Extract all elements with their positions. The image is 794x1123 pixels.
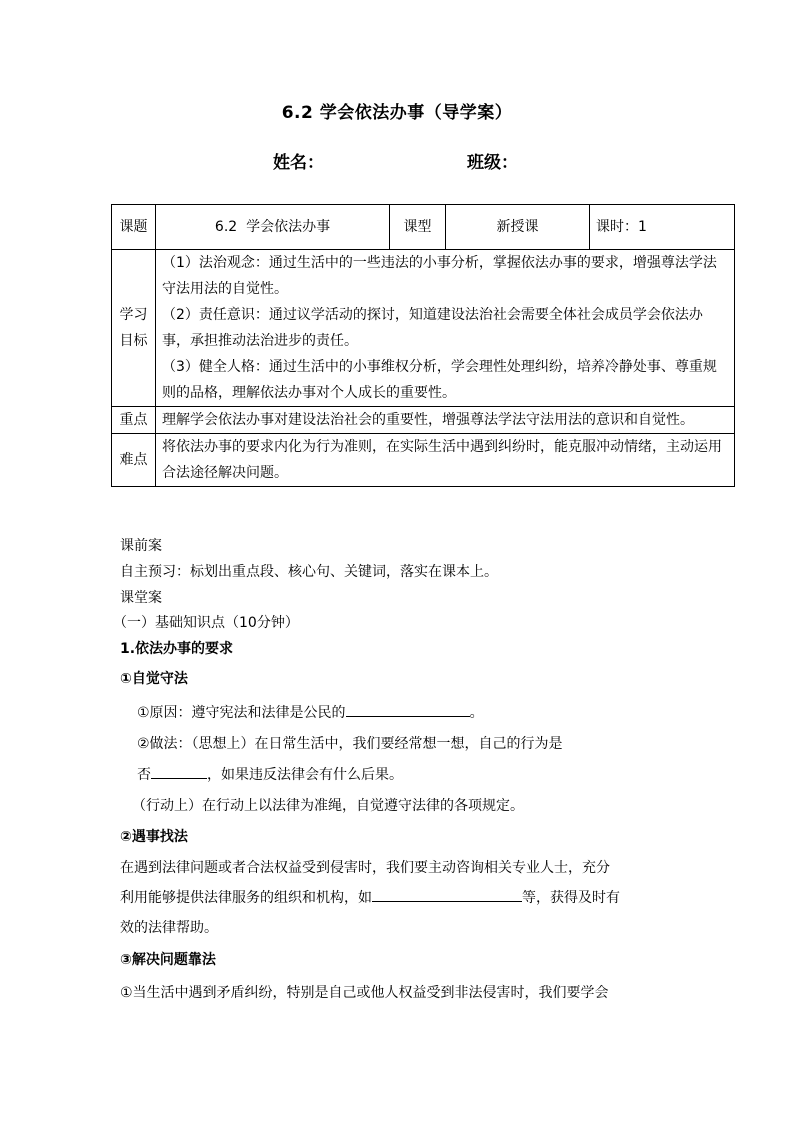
difficulty-value: 将依法办事的要求内化为行为准则，在实际生活中遇到纠纷时，能克服冲动情绪，主动运用合法途径解决问题。 bbox=[156, 434, 735, 487]
goals-label: 学习 目标 bbox=[112, 250, 156, 407]
self-preview-text: 自主预习：标划出重点段、核心句、关键词，落实在课本上。 bbox=[120, 564, 498, 580]
fill-blank[interactable] bbox=[346, 702, 470, 717]
reason-line: ①原因：遵守宪法和法律是公民的 。 bbox=[137, 702, 484, 722]
law-line-1: 在遇到法律问题或者合法权益受到侵害时，我们要主动咨询相关专业人士，充分 bbox=[120, 860, 610, 876]
page-title: 6.2 学会依法办事（导学案） bbox=[281, 103, 513, 123]
fill-blank[interactable] bbox=[372, 887, 522, 902]
practice-line-2: 否 ，如果违反法律会有什么后果。 bbox=[137, 764, 403, 784]
type-label: 课型 bbox=[390, 205, 446, 250]
pre-class-heading: 课前案 bbox=[120, 538, 162, 554]
in-class-heading: 课堂案 bbox=[120, 590, 162, 606]
goal-item: （1）法治观念：通过生活中的一些违法的小事分析，掌握依法办事的要求，增强尊法学法守法用法的自觉性。 bbox=[162, 255, 717, 297]
class-label: 班级： bbox=[467, 153, 518, 173]
practice-line-1: ②做法：（思想上）在日常生活中，我们要经常想一想，自己的行为是 bbox=[137, 736, 563, 752]
table-row-difficulty bbox=[112, 434, 735, 487]
key-label: 重点 bbox=[112, 407, 156, 434]
goals-content bbox=[156, 250, 735, 407]
topic-label: 课题 bbox=[112, 205, 156, 250]
key-value: 理解学会依法办事对建设法治社会的重要性，增强尊法学法守法用法的意识和自觉性。 bbox=[156, 407, 735, 434]
goal-item: （3）健全人格：通过生活中的小事维权分析，学会理性处理纠纷，培养冷静处事、尊重规则的品格，理解依法办事对个人成长的重要性。 bbox=[162, 359, 717, 401]
law-line-2: 利用能够提供法律服务的组织和机构，如 等，获得及时有 bbox=[120, 887, 620, 907]
subheading-solve-by-law: ③解决问题靠法 bbox=[120, 952, 216, 968]
goal-item: （2）责任意识：通过议学活动的探讨，知道建设法治社会需要全体社会成员学会依法办事，承担推动法治进步的责任。 bbox=[162, 307, 703, 349]
topic-value: 6.2 学会依法办事 bbox=[156, 205, 390, 250]
type-value: 新授课 bbox=[446, 205, 590, 250]
table-row-header bbox=[112, 205, 735, 250]
student-info-row bbox=[0, 148, 794, 173]
period-value: 课时：1 bbox=[590, 205, 735, 250]
practice-line-3: （行动上）在行动上以法律为准绳，自觉遵守法律的各项规定。 bbox=[132, 798, 524, 814]
lesson-info-table bbox=[111, 204, 735, 487]
law-line-3: 效的法律帮助。 bbox=[120, 920, 218, 936]
fill-blank[interactable] bbox=[151, 764, 207, 779]
knowledge-heading: 1.依法办事的要求 bbox=[120, 641, 234, 657]
section-heading: （一）基础知识点（10分钟） bbox=[113, 615, 299, 631]
table-row-key-point bbox=[112, 407, 735, 434]
name-label: 姓名： bbox=[273, 153, 324, 173]
table-row-goals bbox=[112, 250, 735, 407]
solve-line-1: ①当生活中遇到矛盾纠纷，特别是自己或他人权益受到非法侵害时，我们要学会 bbox=[120, 985, 609, 1001]
subheading-seek-law: ②遇事找法 bbox=[120, 829, 188, 845]
subheading-self-discipline: ①自觉守法 bbox=[120, 671, 188, 687]
difficulty-label: 难点 bbox=[112, 434, 156, 487]
